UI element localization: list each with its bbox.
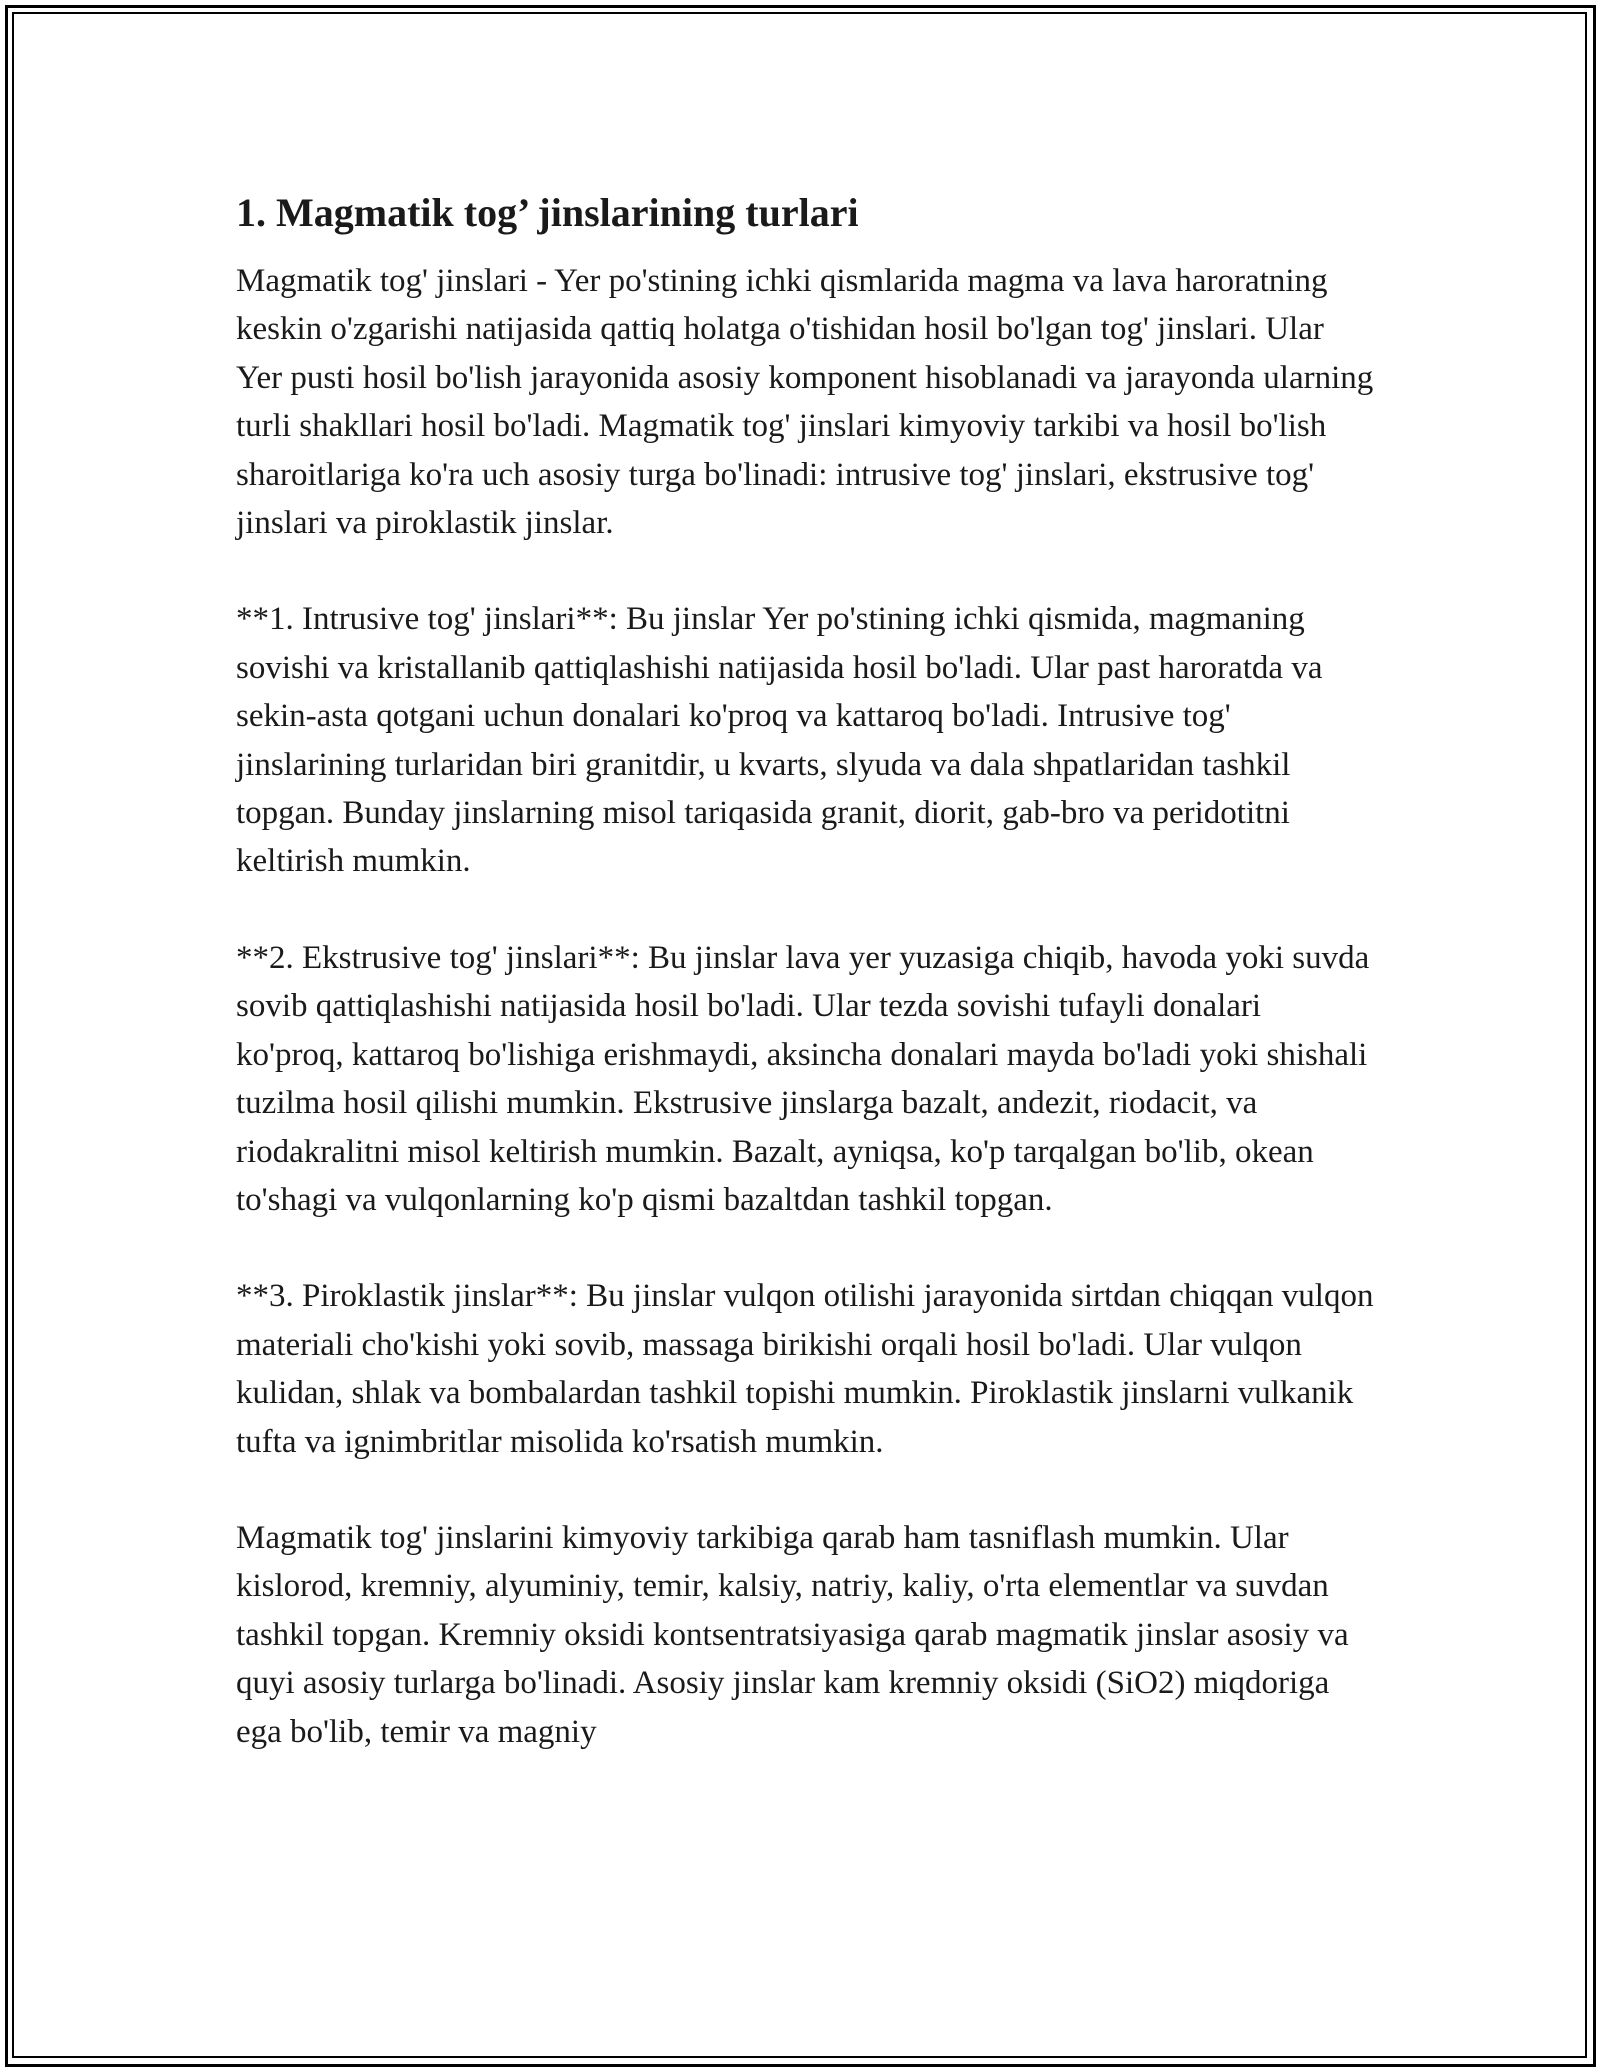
paragraph-intrusive: **1. Intrusive tog' jinslari**: Bu jinslar Yer po'stining ichki qismida, magmaning sovishi va kristallanib qattiqlashishi natijasida hosil bo'ladi. Ular past haroratda va sekin-asta qotgani uchun donalari ko'proq va kattaroq bo'ladi. Intrusive tog' jinslarining turlaridan biri granitdir, u kvarts, slyuda va dala shpatlaridan tashkil topgan. Bunday jinslarning misol tariqasida granit, diorit, gab-bro va peridotitni keltirish mumkin. (236, 601, 1323, 880)
document-body (236, 185, 1376, 1804)
paragraph-piroklastik: **3. Piroklastik jinslar**: Bu jinslar vulqon otilishi jarayonida sirtdan chiqqan vulqon materiali cho'kishi yoki sovib, massaga birikishi orqali hosil bo'ladi. Ular vulqon kulidan, shlak va bombalardan tashkil topishi mumkin. Piroklastik jinslarni vulkanik tufta va ignimbritlar misolida ko'rsatish mumkin. (236, 1278, 1374, 1460)
paragraph-kimyoviy: Magmatik tog' jinslarini kimyoviy tarkibiga qarab ham tasniflash mumkin. Ular kislorod, kremniy, alyuminiy, temir, kalsiy, natriy, kaliy, o'rta elementlar va suvdan tashkil topgan. Kremniy oksidi kontsentratsiyasiga qarab magmatik jinslar asosiy va quyi asosiy turlarga bo'linadi. Asosiy jinslar kam kremniy oksidi (SiO2) miqdoriga ega bo'lib, temir va magniy (236, 1519, 1349, 1750)
document-heading: 1. Magmatik tog’ jinslarining turlari (236, 190, 859, 235)
paragraph-ekstrusive: **2. Ekstrusive tog' jinslari**: Bu jinslar lava yer yuzasiga chiqib, havoda yoki suvda sovib qattiqlashishi natijasida hosil bo'ladi. Ular tezda sovishi tufayli donalari ko'proq, kattaroq bo'lishiga erishmaydi, aksincha donalari mayda bo'ladi yoki shishali tuzilma hosil qilishi mumkin. Ekstrusive jinslarga bazalt, andezit, riodacit, va riodakralitni misol keltirish mumkin. Bazalt, ayniqsa, ko'p tarqalgan bo'lib, okean to'shagi va vulqonlarning ko'p qismi bazaltdan tashkil topgan. (236, 939, 1370, 1218)
paragraph-intro: Magmatik tog' jinslari - Yer po'stining ichki qismlarida magma va lava haroratning keskin o'zgarishi natijasida qattiq holatga o'tishidan hosil bo'lgan tog' jinslari. Ular Yer pusti hosil bo'lish jarayonida asosiy komponent hisoblanadi va jarayonda ularning turli shakllari hosil bo'ladi. Magmatik tog' jinslari kimyoviy tarkibi va hosil bo'lish sharoitlariga ko'ra uch asosiy turga bo'linadi: intrusive tog' jinslari, ekstrusive tog' jinslari va piroklastik jinslar. (236, 263, 1374, 542)
